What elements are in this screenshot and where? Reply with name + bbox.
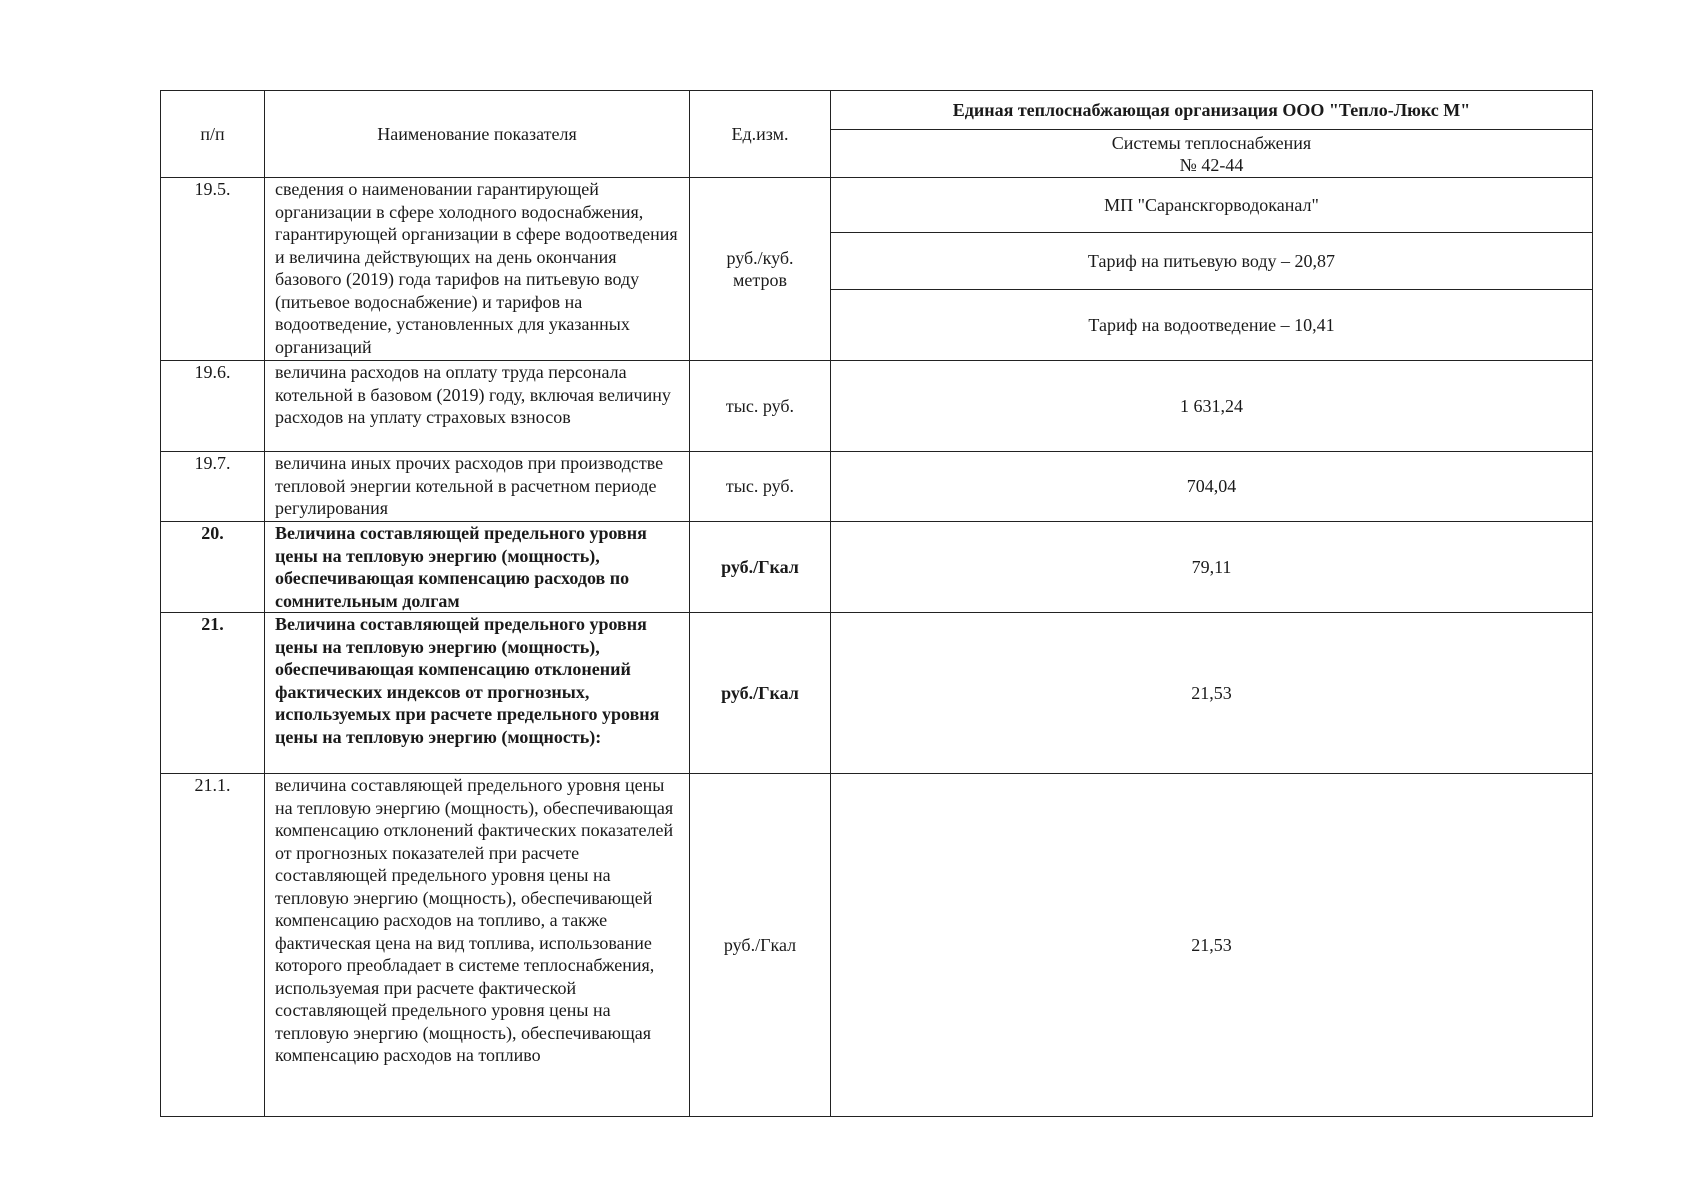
table-row [161,522,1593,613]
water-tariffs-subtable [831,178,1592,360]
unit-line-1: руб./куб. [726,247,794,268]
value-cell-group [831,178,1593,361]
row-number: 19.7. [161,452,265,522]
heat-systems-label: Системы теплоснабжения [1111,132,1312,153]
sewerage-tariff: Тариф на водоотведение – 10,41 [831,290,1592,361]
heat-systems-number: № 42-44 [1179,154,1244,175]
indicators-table [160,90,1593,1117]
unit-cell: тыс. руб. [690,452,831,522]
row-number: 19.5. [161,178,265,361]
table-row [161,774,1593,1117]
unit-line-2: метров [733,270,787,290]
column-header-number: п/п [161,91,265,178]
table-row [161,613,1593,774]
table-row [161,178,1593,361]
value-cell: 79,11 [831,522,1593,613]
indicator-name: величина иных прочих расходов при производстве тепловой энергии котельной в расчетном периоде регулирования [265,452,690,522]
tariff-table-page [160,90,1592,1117]
unit-cell [690,178,831,361]
column-header-unit: Ед.изм. [690,91,831,178]
value-cell: 21,53 [831,774,1593,1117]
unit-cell: руб./Гкал [690,522,831,613]
unit-cell: руб./Гкал [690,613,831,774]
table-row [161,361,1593,452]
table-row [161,452,1593,522]
indicator-name: сведения о наименовании гарантирующей организации в сфере холодного водоснабжения, гарантирующей организации в сфере водоотведения и величина действующих на день окончания базового (2019) года тарифов на питьевую воду (питьевое водоснабжение) и тарифов на водоотведение, установленных для указанных организаций [265,178,690,361]
value-cell: 704,04 [831,452,1593,522]
row-number: 19.6. [161,361,265,452]
column-header-indicator-name: Наименование показателя [265,91,690,178]
row-number: 21. [161,613,265,774]
indicator-name: величина составляющей предельного уровня цены на тепловую энергию (мощность), обеспечивающая компенсацию отклонений фактических показателей от прогнозных показателей при расчете составляющей предельного уровня цены на тепловую энергию (мощность), обеспечивающей компенсацию расходов на топливо, а также фактическая цена на вид топлива, использование которого преобладает в системе теплоснабжения, используемая при расчете фактической составляющей предельного уровня цены на тепловую энергию (мощность), обеспечивающая компенсацию расходов на топливо [265,774,690,1117]
row-number: 20. [161,522,265,613]
indicator-name: Величина составляющей предельного уровня цены на тепловую энергию (мощность), обеспечивающая компенсацию расходов по сомнительным долгам [265,522,690,613]
unit-cell: тыс. руб. [690,361,831,452]
drinking-water-tariff: Тариф на питьевую воду – 20,87 [831,233,1592,290]
column-header-heat-systems [831,130,1593,178]
water-utility-name: МП "Саранскгорводоканал" [1104,194,1319,215]
indicator-name: Величина составляющей предельного уровня цены на тепловую энергию (мощность), обеспечивающая компенсацию отклонений фактических индексов от прогнозных, используемых при расчете предельного уровня цены на тепловую энергию (мощность): [265,613,690,774]
value-cell: 21,53 [831,613,1593,774]
indicator-name: величина расходов на оплату труда персонала котельной в базовом (2019) году, включая величину расходов на уплату страховых взносов [265,361,690,452]
value-cell: 1 631,24 [831,361,1593,452]
row-number: 21.1. [161,774,265,1117]
unit-cell: руб./Гкал [690,774,831,1117]
column-header-organization: Единая теплоснабжающая организация ООО "Тепло-Люкс М" [831,91,1593,130]
